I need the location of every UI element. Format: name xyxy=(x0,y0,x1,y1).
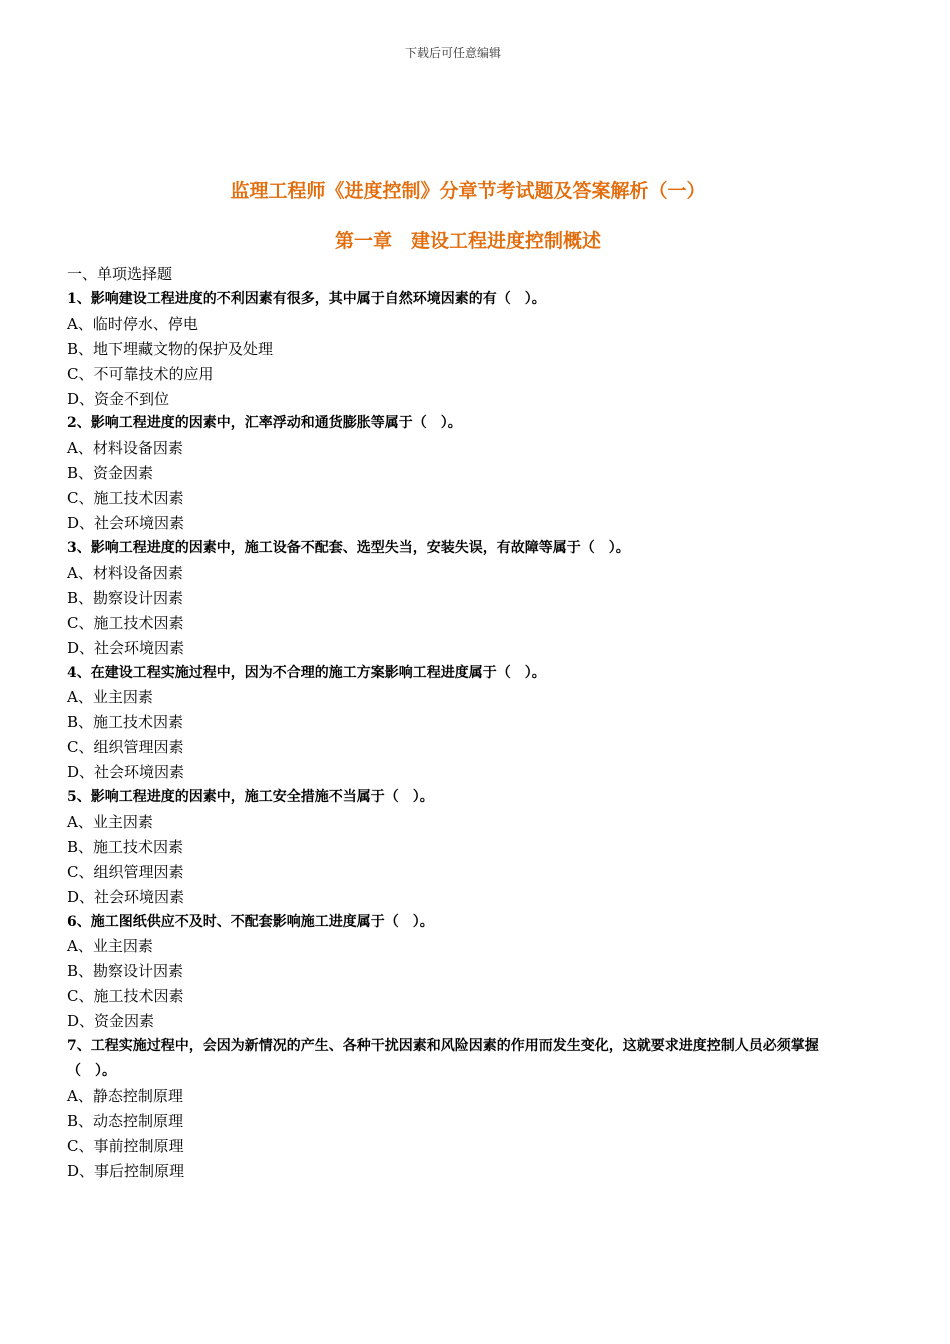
option-c: C、事前控制原理 xyxy=(67,1136,184,1155)
option-a: A、临时停水、停电 xyxy=(67,314,198,333)
option-b: B、施工技术因素 xyxy=(67,837,184,856)
option-c: C、施工技术因素 xyxy=(67,613,184,632)
question-4 xyxy=(67,661,857,786)
question-stem: 3、影响工程进度的因素中，施工设备不配套、选型失当，安装失误，有故障等属于（ ）。 xyxy=(67,539,630,556)
question-stem: 1、影响建设工程进度的不利因素有很多，其中属于自然环境因素的有（ ）。 xyxy=(67,290,546,307)
question-stem: 4、在建设工程实施过程中，因为不合理的施工方案影响工程进度属于（ ）。 xyxy=(67,664,546,681)
question-stem: 2、影响工程进度的因素中，汇率浮动和通货膨胀等属于（ ）。 xyxy=(67,415,462,432)
option-d: D、社会环境因素 xyxy=(67,638,185,657)
option-d: D、资金因素 xyxy=(67,1012,155,1031)
option-d: D、社会环境因素 xyxy=(67,514,185,533)
option-b: B、勘察设计因素 xyxy=(67,962,184,981)
option-c: C、组织管理因素 xyxy=(67,862,184,881)
document-title: 监理工程师《进度控制》分章节考试题及答案解析（一） xyxy=(230,180,706,202)
option-b: B、地下埋藏文物的保护及处理 xyxy=(67,339,274,358)
chapter-title: 第一章 建设工程进度控制概述 xyxy=(334,230,601,252)
question-stem: 6、施工图纸供应不及时、不配套影响施工进度属于（ ）。 xyxy=(67,913,434,930)
option-a: A、材料设备因素 xyxy=(67,439,183,458)
question-stem: 5、影响工程进度的因素中，施工安全措施不当属于（ ）。 xyxy=(67,789,434,806)
question-1 xyxy=(67,287,857,412)
option-d: D、社会环境因素 xyxy=(67,887,185,906)
option-a: A、业主因素 xyxy=(67,937,153,956)
question-stem: 7、工程实施过程中，会因为新情况的产生、各种干扰因素和风险因素的作用而发生变化，这就要求进度控制人员必须掌握（ ）。 xyxy=(67,1038,819,1079)
option-a: A、业主因素 xyxy=(67,688,153,707)
option-b: B、动态控制原理 xyxy=(67,1111,184,1130)
option-b: B、资金因素 xyxy=(67,464,154,483)
question-6 xyxy=(67,910,857,1035)
option-c: C、施工技术因素 xyxy=(67,987,184,1006)
question-5 xyxy=(67,785,857,910)
option-c: C、施工技术因素 xyxy=(67,489,184,508)
option-b: B、施工技术因素 xyxy=(67,713,184,732)
option-d: D、社会环境因素 xyxy=(67,763,185,782)
option-d: D、资金不到位 xyxy=(67,389,170,408)
option-c: C、不可靠技术的应用 xyxy=(67,364,214,383)
option-a: A、业主因素 xyxy=(67,812,153,831)
option-c: C、组织管理因素 xyxy=(67,738,184,757)
question-7 xyxy=(67,1034,857,1183)
question-3 xyxy=(67,536,857,661)
option-a: A、材料设备因素 xyxy=(67,563,183,582)
section-heading: 一、单项选择题 xyxy=(67,265,173,283)
option-d: D、事后控制原理 xyxy=(67,1161,185,1180)
option-b: B、勘察设计因素 xyxy=(67,588,184,607)
option-a: A、静态控制原理 xyxy=(67,1086,183,1105)
question-2 xyxy=(67,411,857,536)
header-note: 下载后可任意编辑 xyxy=(404,46,501,60)
document-body xyxy=(67,262,857,1184)
